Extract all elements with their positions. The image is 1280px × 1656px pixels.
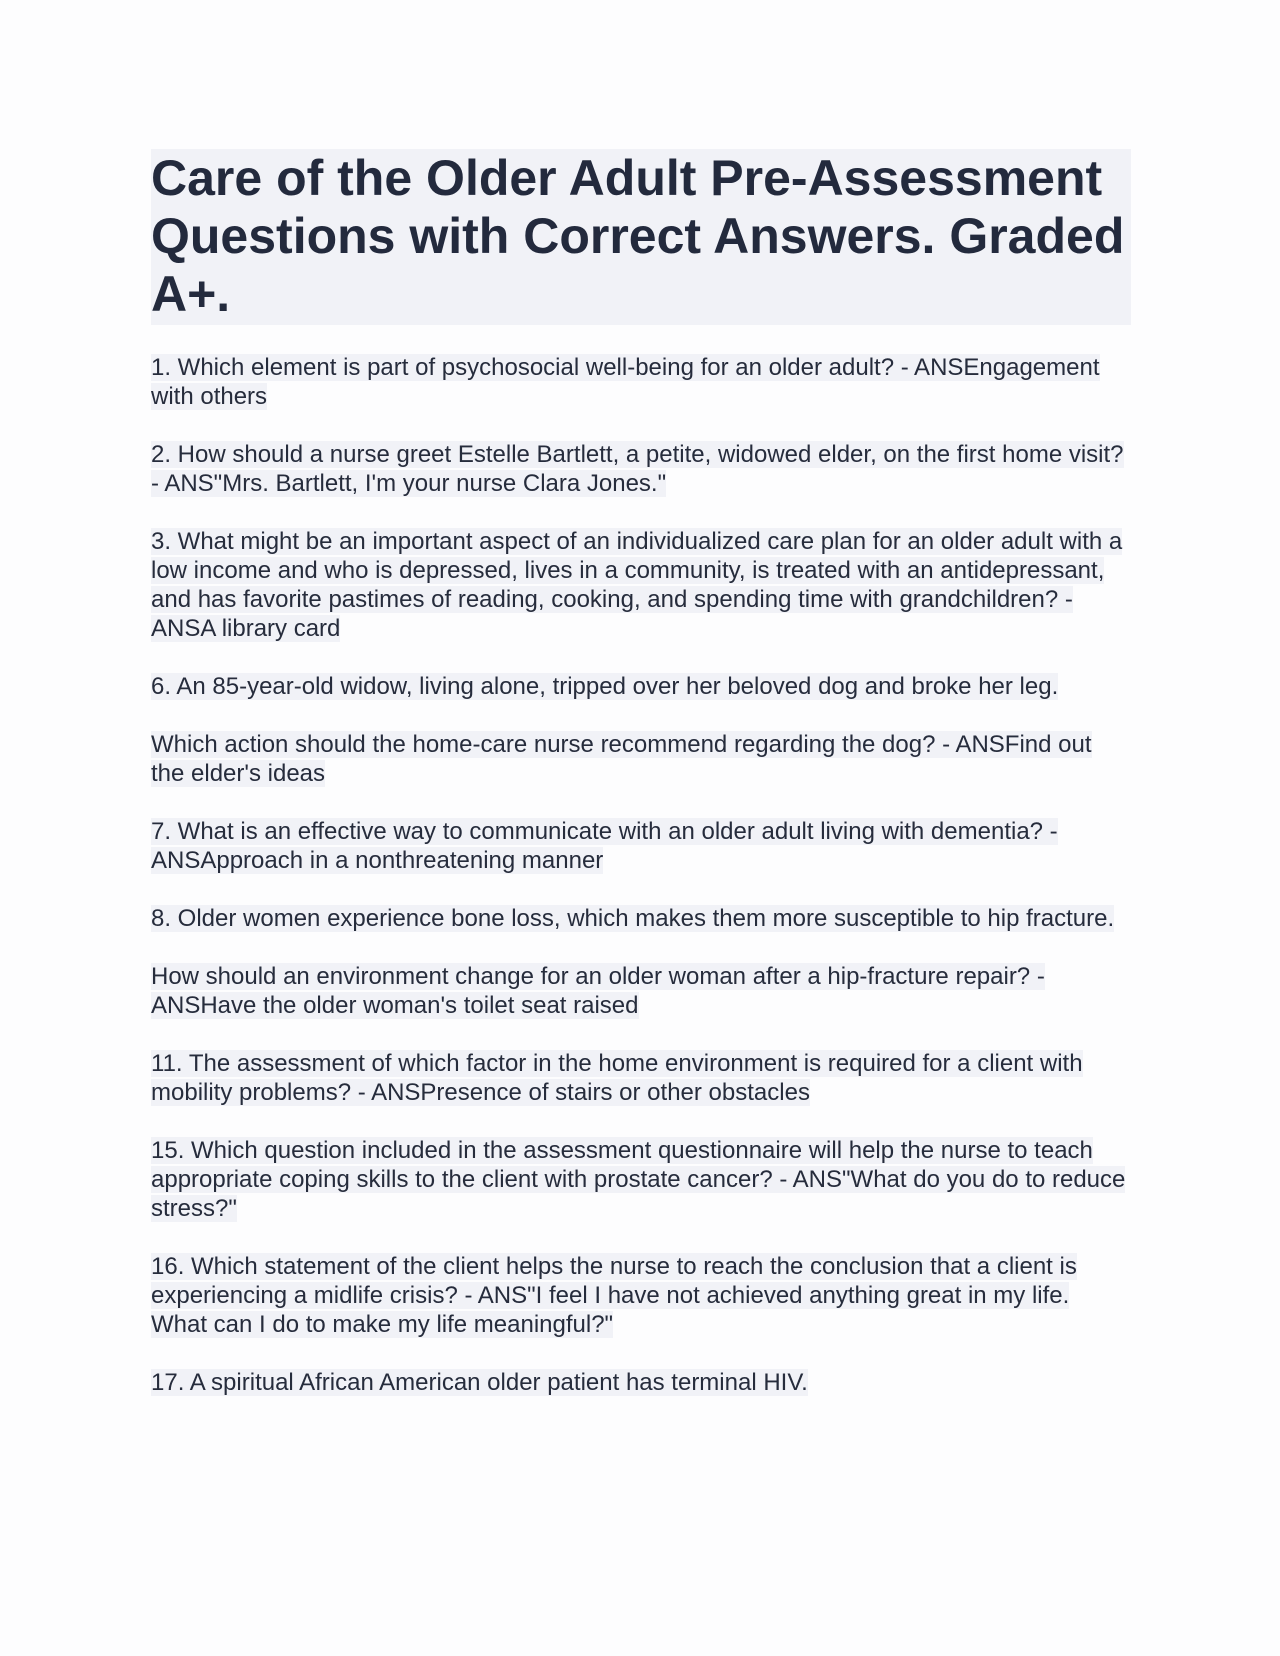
paragraph-text: 3. What might be an important aspect of an individualized care plan for an older adult with a low income and who is depressed, lives in a community, is treated with an antidepressant, and has favorite pastimes of reading, cooking, and spending time with grandchildren? - ANSA library card — [151, 528, 1123, 642]
paragraph-q8 — [151, 904, 1131, 933]
paragraph-q8-answer — [151, 962, 1131, 1020]
paragraph-q16 — [151, 1252, 1131, 1339]
paragraph-q6 — [151, 672, 1131, 701]
document-page — [151, 149, 1131, 1426]
paragraph-q17 — [151, 1368, 1131, 1397]
paragraph-text: 15. Which question included in the assessment questionnaire will help the nurse to teach appropriate coping skills to the client with prostate cancer? - ANS"What do you do to reduce stress?" — [151, 1137, 1126, 1222]
paragraph-q3 — [151, 527, 1131, 643]
paragraph-text: 6. An 85-year-old widow, living alone, tripped over her beloved dog and broke her leg. — [151, 673, 1059, 700]
paragraph-q15 — [151, 1136, 1131, 1223]
paragraph-q6-answer — [151, 730, 1131, 788]
paragraph-q1 — [151, 353, 1131, 411]
paragraph-text: 7. What is an effective way to communicate with an older adult living with dementia? - ANSApproach in a nonthreatening manner — [151, 818, 1058, 874]
document-body — [151, 353, 1131, 1397]
title-block — [151, 149, 1131, 325]
paragraph-text: 17. A spiritual African American older patient has terminal HIV. — [151, 1369, 808, 1396]
document-title-text: Care of the Older Adult Pre-Assessment Questions with Correct Answers. Graded A+. — [151, 150, 1128, 322]
paragraph-text: 16. Which statement of the client helps the nurse to reach the conclusion that a client is experiencing a midlife crisis? - ANS"I feel I have not achieved anything great in my life. What can I do to make my life meaningful?" — [151, 1253, 1077, 1338]
paragraph-q11 — [151, 1049, 1131, 1107]
document-title — [151, 149, 1129, 323]
paragraph-text: Which action should the home-care nurse recommend regarding the dog? - ANSFind out the elder's ideas — [151, 731, 1092, 787]
paragraph-text: 2. How should a nurse greet Estelle Bartlett, a petite, widowed elder, on the first home visit? - ANS"Mrs. Bartlett, I'm your nurse Clara Jones." — [151, 441, 1124, 497]
paragraph-q7 — [151, 817, 1131, 875]
paragraph-text: 1. Which element is part of psychosocial well-being for an older adult? - ANSEngagement with others — [151, 354, 1100, 410]
paragraph-text: 11. The assessment of which factor in the home environment is required for a client with mobility problems? - ANSPresence of stairs or other obstacles — [151, 1050, 1083, 1106]
paragraph-text: How should an environment change for an older woman after a hip-fracture repair? - ANSHave the older woman's toilet seat raised — [151, 963, 1045, 1019]
paragraph-text: 8. Older women experience bone loss, which makes them more susceptible to hip fracture. — [151, 905, 1115, 932]
paragraph-q2 — [151, 440, 1131, 498]
